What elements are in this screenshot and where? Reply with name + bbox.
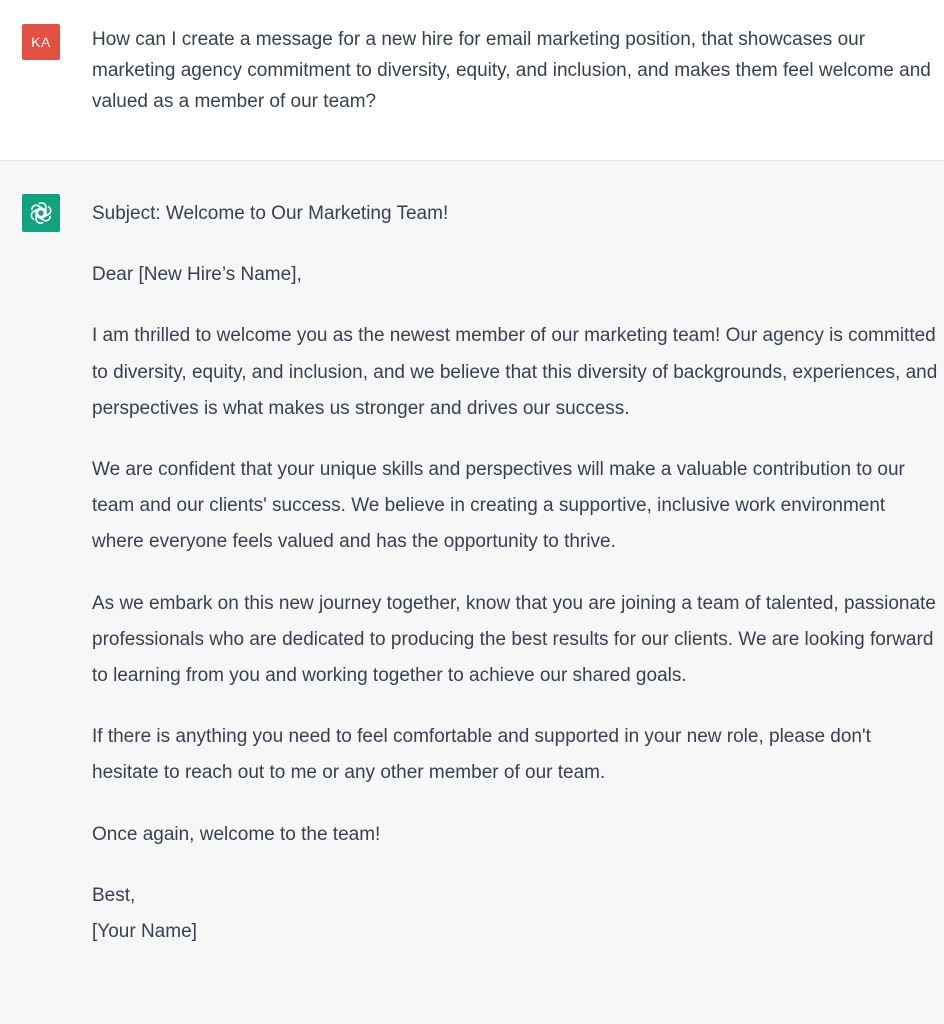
email-closing-line: Once again, welcome to the team!	[92, 823, 381, 845]
user-message-block	[0, 0, 944, 161]
user-avatar: KA	[22, 24, 60, 60]
openai-logo-icon	[22, 194, 60, 232]
user-message-text: How can I create a message for a new hire for email marketing position, that showcases our marketing agency commitment to diversity, equity, and inclusion, and makes them feel welcome and valued as a member of our team?	[92, 29, 931, 112]
email-paragraph-3: As we embark on this new journey together, know that you are joining a team of talented, passionate professionals who are dedicated to producing the best results for our clients. We are looking forward to learning from you and working together to achieve our shared goals.	[92, 592, 936, 687]
assistant-message-text	[92, 196, 938, 950]
assistant-message-block	[0, 162, 944, 1024]
email-signature: [Your Name]	[92, 921, 197, 943]
email-subject: Subject: Welcome to Our Marketing Team!	[92, 203, 449, 224]
email-paragraph-1: I am thrilled to welcome you as the newest member of our marketing team! Our agency is committed to diversity, equity, and inclusion, and we believe that this diversity of backgrounds, experiences, and perspectives is what makes us stronger and drives our success.	[92, 325, 938, 419]
email-greeting: Dear [New Hire’s Name],	[92, 264, 302, 286]
email-signoff: Best,	[92, 884, 136, 906]
email-paragraph-2: We are confident that your unique skills and perspectives will make a valuable contribution to our team and our clients' success. We believe in creating a supportive, inclusive work environment where everyone feels valued and has the opportunity to thrive.	[92, 459, 905, 553]
email-paragraph-4: If there is anything you need to feel comfortable and supported in your new role, please don't hesitate to reach out to me or any other member of our team.	[92, 726, 871, 784]
